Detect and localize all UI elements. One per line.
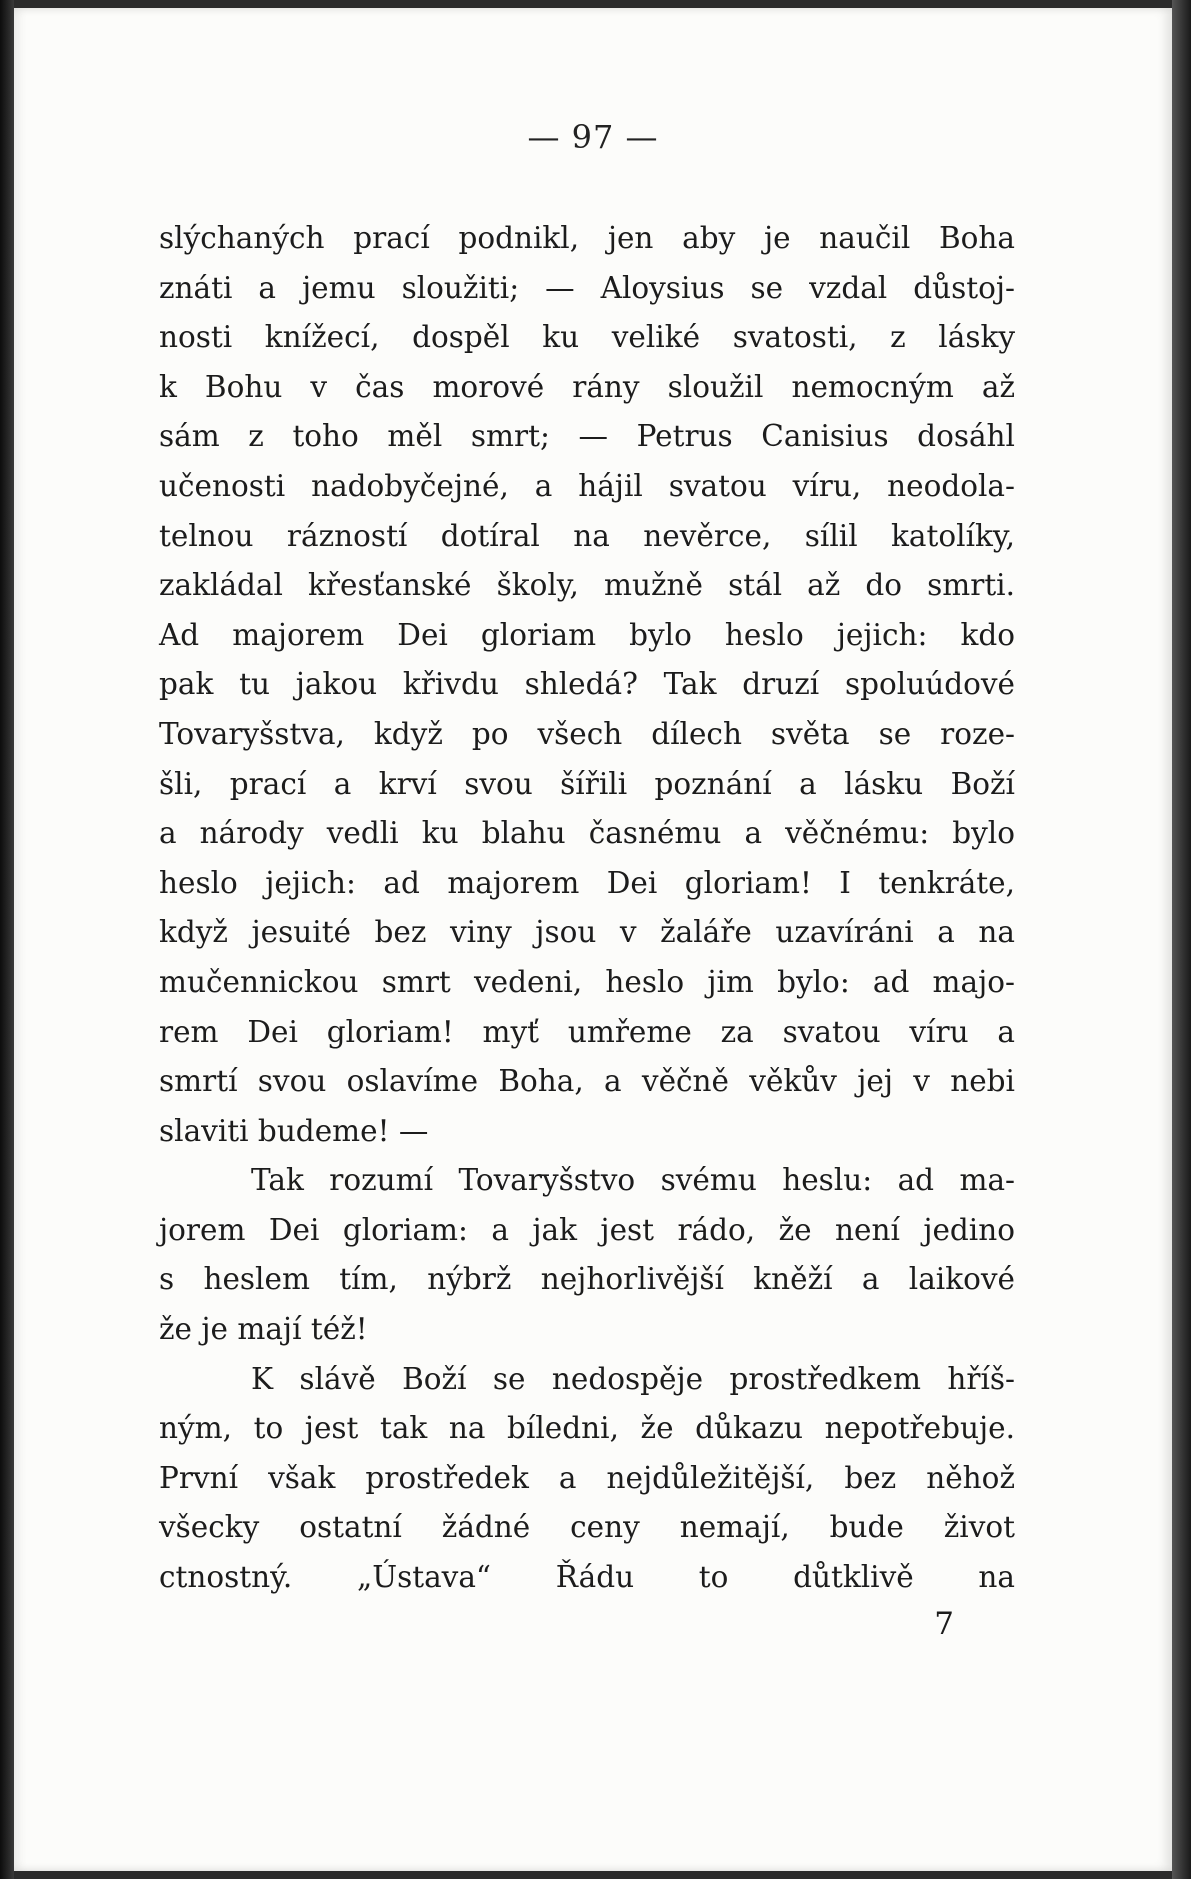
- text-line: ným, to jest tak na bíledni, že důkazu nepotřebuje.: [159, 1411, 1015, 1446]
- text-line: mučennickou smrt vedeni, heslo jim bylo: ad majo-: [159, 964, 1015, 999]
- text-line: zakládal křesťanské školy, mužně stál až do smrti.: [159, 568, 1015, 603]
- text-line: jorem Dei gloriam: a jak jest rádo, že není jedino: [159, 1212, 1015, 1247]
- text-line: heslo jejich: ad majorem Dei gloriam! I tenkráte,: [159, 865, 1015, 900]
- text-line: učenosti nadobyčejné, a hájil svatou víru, neodola-: [159, 468, 1015, 503]
- text-line: rem Dei gloriam! myť umřeme za svatou víru a: [159, 1014, 1015, 1049]
- scan-edge-left: [0, 0, 14, 1879]
- text-line: ctnostný. „Ústava“ Řádu to důtklivě na: [159, 1560, 1015, 1595]
- text-line: slýchaných prací podnikl, jen aby je naučil Boha: [159, 221, 1015, 255]
- text-line: První však prostředek a nejdůležitější, bez něhož: [159, 1460, 1015, 1495]
- text-line: když jesuité bez viny jsou v žaláře uzavíráni a na: [159, 915, 1015, 950]
- signature-mark: 7: [934, 1606, 954, 1642]
- text-line: šli, prací a krví svou šířili poznání a lásku Boží: [159, 766, 1015, 801]
- text-line: smrtí svou oslavíme Boha, a věčně věkův jej v nebi: [159, 1064, 1015, 1099]
- text-line: K slávě Boží se nedospěje prostředkem hříš-: [251, 1361, 1015, 1396]
- text-line: k Bohu v čas morové rány sloužil nemocným až: [159, 369, 1015, 404]
- text-line: že je mají též!: [159, 1312, 368, 1347]
- text-line: pak tu jakou křivdu shledá? Tak druzí spoluúdové: [159, 667, 1015, 702]
- text-line: Ad majorem Dei gloriam bylo heslo jejich: kdo: [159, 617, 1015, 652]
- text-line: telnou rázností dotíral na nevěrce, sílil katolíky,: [159, 518, 1015, 553]
- page-number: — 97 —: [527, 118, 659, 156]
- text-line: znáti a jemu sloužiti; — Aloysius se vzdal důstoj-: [159, 270, 1015, 305]
- text-line: a národy vedli ku blahu časnému a věčnému: bylo: [159, 816, 1015, 851]
- body-text: [159, 214, 1015, 1603]
- text-line: sám z toho měl smrt; — Petrus Canisius dosáhl: [159, 419, 1015, 454]
- book-page: [14, 8, 1172, 1871]
- text-line: Tak rozumí Tovaryšstvo svému heslu: ad ma-: [251, 1163, 1015, 1198]
- text-line: slaviti budeme! —: [159, 1113, 429, 1148]
- scan-edge-right: [1172, 0, 1191, 1879]
- text-line: nosti knížecí, dospěl ku veliké svatosti, z lásky: [159, 320, 1015, 355]
- text-line: Tovaryšstva, když po všech dílech světa se roze-: [159, 716, 1015, 751]
- text-line: s heslem tím, nýbrž nejhorlivější kněží a laikové: [159, 1262, 1015, 1297]
- text-line: všecky ostatní žádné ceny nemají, bude život: [159, 1510, 1015, 1545]
